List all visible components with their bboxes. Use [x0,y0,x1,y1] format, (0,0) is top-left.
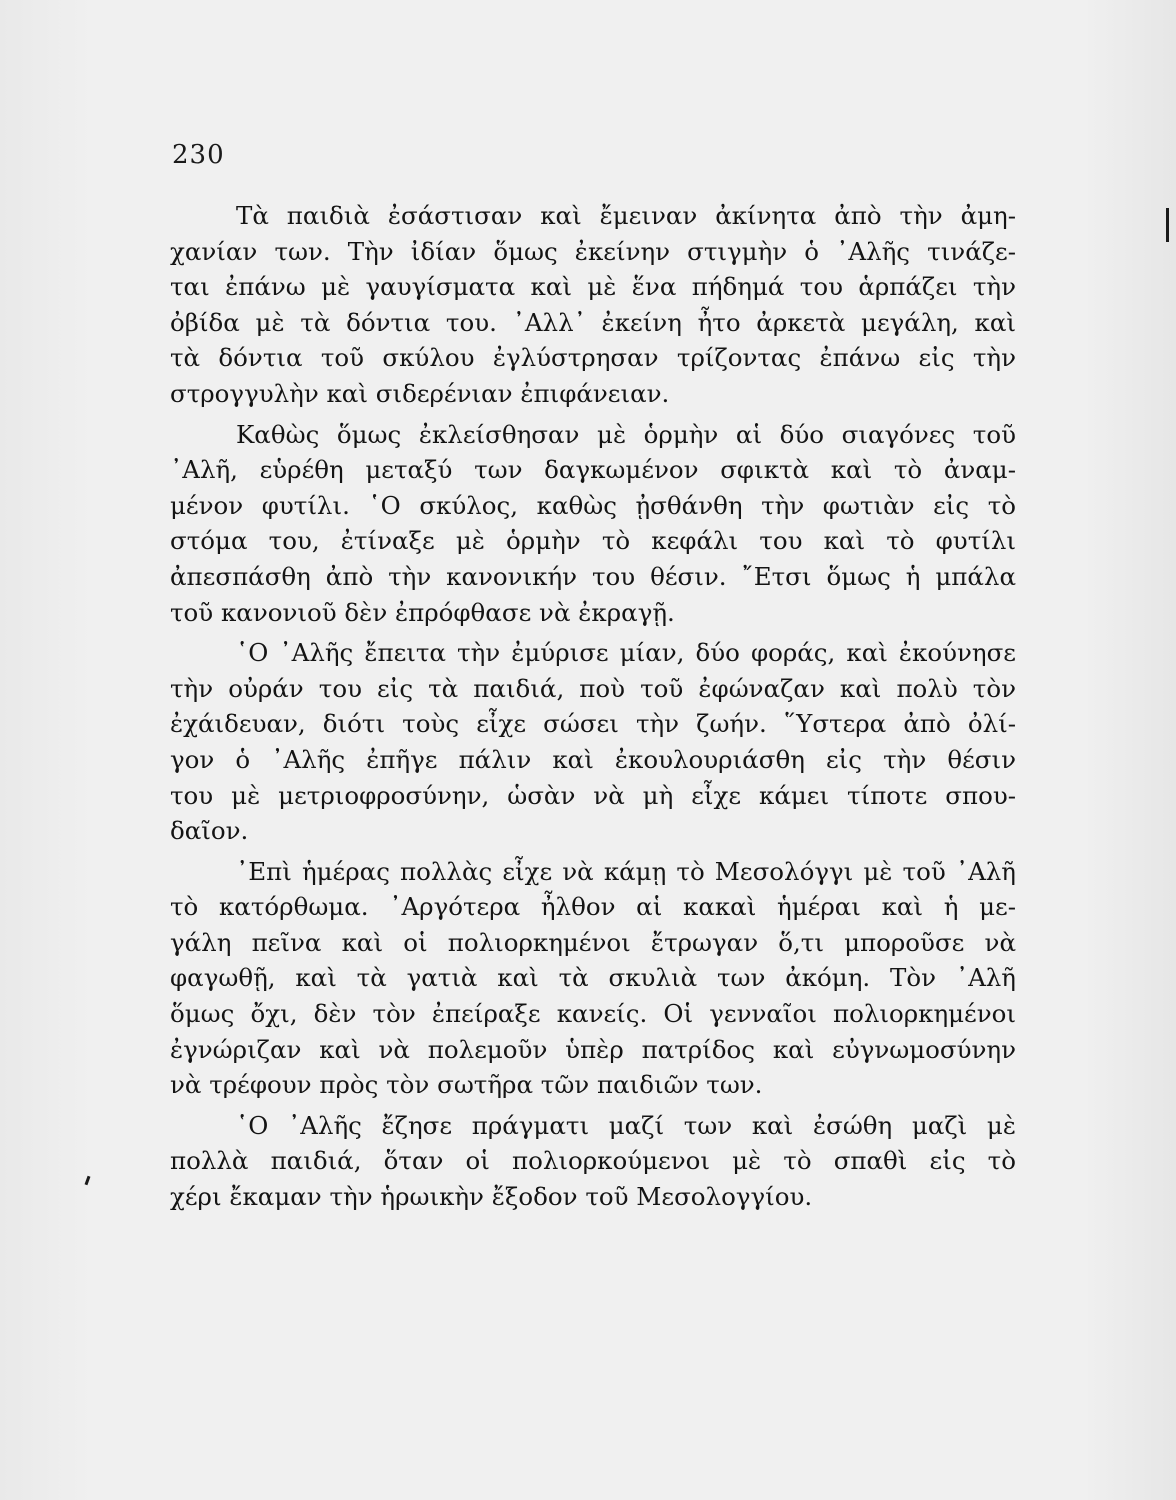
text-line: τοῦ κανονιοῦ δὲν ἐπρόφθασε νὰ ἐκραγῇ. [170,597,675,627]
paragraph-5 [170,1108,1016,1215]
text-line: γάλη πεῖνα καὶ οἱ πολιορκημένοι ἔτρωγαν ὅ,τι μποροῦσε νὰ [170,927,1016,957]
text-line: ῾Ο ᾿Αλῆς ἔζησε πράγματι μαζί των καὶ ἐσώθη μαζὶ μὲ [236,1110,1016,1140]
text-line: ἐχάιδευαν, διότι τοὺς εἶχε σώσει τὴν ζωήν. ῞Υστερα ἀπὸ ὀλί- [170,709,1016,739]
text-line: ᾿Επὶ ἡμέρας πολλὰς εἶχε νὰ κάμῃ τὸ Μεσολόγγι μὲ τοῦ ᾿Αλῆ [236,856,1016,886]
paragraph-4 [170,854,1016,1103]
paragraph-2 [170,417,1016,631]
text-line: δαῖον. [170,816,249,846]
text-line: τὴν οὐράν του εἰς τὰ παιδιά, ποὺ τοῦ ἐφώναζαν καὶ πολὺ τὸν [170,673,1016,703]
text-line: ῾Ο ᾿Αλῆς ἔπειτα τὴν ἐμύρισε μίαν, δύο φοράς, καὶ ἐκούνησε [236,638,1016,668]
text-line: ἐγνώριζαν καὶ νὰ πολεμοῦν ὑπὲρ πατρίδος καὶ εὐγνωμοσύνην [170,1034,1016,1064]
text-line: γον ὁ ᾿Αλῆς ἐπῆγε πάλιν καὶ ἐκουλουριάσθη εἰς τὴν θέσιν [170,744,1016,774]
text-line: τὰ δόντια τοῦ σκύλου ἐγλύστρησαν τρίζοντας ἐπάνω εἰς τὴν [170,343,1016,373]
text-line: Τὰ παιδιὰ ἐσάστισαν καὶ ἔμειναν ἀκίνητα ἀπὸ τὴν ἀμη- [236,201,1016,230]
text-line: ὀβίδα μὲ τὰ δόντια του. ᾿Αλλ᾿ ἐκείνη ἦτο ἀρκετὰ μεγάλη, καὶ [170,307,1016,337]
text-line: στρογγυλὴν καὶ σιδερένιαν ἐπιφάνειαν. [170,378,670,408]
text-line: νὰ τρέφουν πρὸς τὸν σωτῆρα τῶν παιδιῶν των. [170,1070,763,1100]
text-line: πολλὰ παιδιά, ὅταν οἱ πολιορκούμενοι μὲ τὸ σπαθὶ εἰς τὸ [170,1146,1016,1176]
text-line: ται ἐπάνω μὲ γαυγίσματα καὶ μὲ ἕνα πήδημά του ἁρπάζει τὴν [170,272,1016,302]
text-line: τὸ κατόρθωμα. ᾿Αργότερα ἦλθον αἱ κακαὶ ἡμέραι καὶ ἡ με- [170,892,1016,922]
text-line: ἀπεσπάσθη ἀπὸ τὴν κανονικήν του θέσιν. ῎Ετσι ὅμως ἡ μπάλα [170,561,1016,591]
text-line: ᾿Αλῆ, εὑρέθη μεταξύ των δαγκωμένον σφικτὰ καὶ τὸ ἀναμ- [170,455,1016,485]
margin-mark [1166,208,1169,242]
text-line: Καθὼς ὅμως ἐκλείσθησαν μὲ ὁρμὴν αἱ δύο σιαγόνες τοῦ [236,419,1016,449]
paragraph-3 [170,635,1016,849]
text-line: χανίαν των. Τὴν ἰδίαν ὅμως ἐκείνην στιγμὴν ὁ ᾿Αλῆς τινάζε- [170,236,1016,266]
text-line: στόμα του, ἐτίναξε μὲ ὁρμὴν τὸ κεφάλι του καὶ τὸ φυτίλι [170,526,1016,556]
text-line: του μὲ μετριοφροσύνην, ὡσὰν νὰ μὴ εἶχε κάμει τίποτε σπου- [170,780,1016,810]
page-number: 230 [172,140,225,170]
margin-speck [85,1176,91,1185]
text-line: ὅμως ὄχι, δὲν τὸν ἐπείραξε κανείς. Οἱ γενναῖοι πολιορκημένοι [170,999,1016,1029]
paragraph-1 [170,198,1016,412]
text-line: χέρι ἔκαμαν τὴν ἡρωικὴν ἔξοδον τοῦ Μεσολογγίου. [170,1182,813,1212]
body-text [170,198,1016,1215]
text-line: μένον φυτίλι. ῾Ο σκύλος, καθὼς ᾐσθάνθη τὴν φωτιὰν εἰς τὸ [170,490,1016,520]
text-line: φαγωθῇ, καὶ τὰ γατιὰ καὶ τὰ σκυλιὰ των ἀκόμη. Τὸν ᾿Αλῆ [170,963,1016,993]
